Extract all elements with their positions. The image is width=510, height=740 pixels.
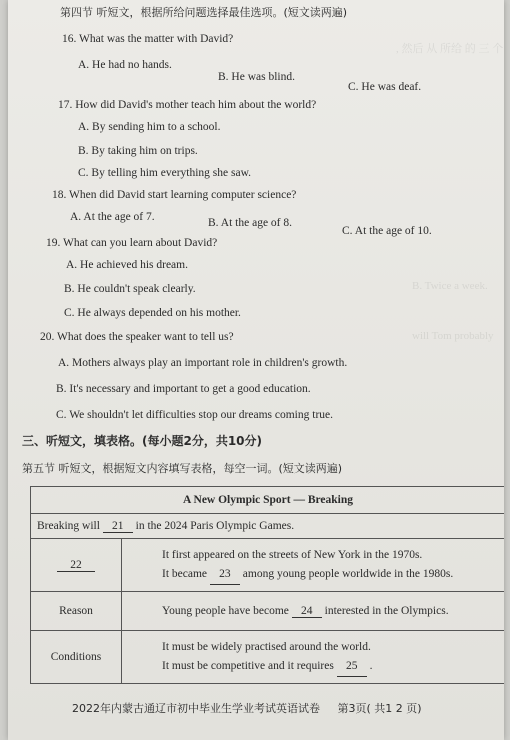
q18-option-c: C. At the age of 10. xyxy=(342,225,432,237)
row-22-line-1: It first appeared on the streets of New York in the 1970s. xyxy=(162,548,423,561)
table-row xyxy=(31,592,505,631)
row-24-text-before: Young people have become xyxy=(162,604,289,617)
q18-option-b: B. At the age of 8. xyxy=(208,217,292,229)
q17-option-c: C. By telling him everything she saw. xyxy=(78,167,252,179)
exam-page xyxy=(8,0,504,740)
table-title-row xyxy=(31,487,505,514)
page-number: 第3页( 共1 2 页) xyxy=(337,702,422,715)
table-row xyxy=(31,514,505,539)
table-row xyxy=(31,631,505,684)
question-19: 19. What can you learn about David? xyxy=(46,237,218,249)
blank-24[interactable]: 24 xyxy=(292,605,322,618)
q20-option-b: B. It's necessary and important to get a good education. xyxy=(56,383,311,395)
question-16: 16. What was the matter with David? xyxy=(62,33,234,45)
row-25-cell xyxy=(122,631,505,684)
row-25-text-before: It must be competitive and it requires xyxy=(162,659,334,672)
row-conditions-label: Conditions xyxy=(31,631,122,684)
blank-21[interactable]: 21 xyxy=(103,520,133,533)
blank-22[interactable]: 22 xyxy=(57,559,95,572)
row-25-line-1: It must be widely practised around the world. xyxy=(162,640,371,653)
q20-option-a: A. Mothers always play an important role in children's growth. xyxy=(58,357,348,369)
bleed-through-text: B. Twice a week. xyxy=(412,280,488,292)
q16-option-c: C. He was deaf. xyxy=(348,81,422,93)
q19-option-b: B. He couldn't speak clearly. xyxy=(64,283,196,295)
row-24-text-after: interested in the Olympics. xyxy=(324,604,449,617)
q17-option-b: B. By taking him on trips. xyxy=(78,145,198,157)
q20-option-c: C. We shouldn't let difficulties stop our dreams coming true. xyxy=(56,409,333,421)
q19-option-c: C. He always depended on his mother. xyxy=(64,307,241,319)
q16-option-a: A. He had no hands. xyxy=(78,59,172,71)
row-21 xyxy=(31,514,505,539)
exam-title: 2022年内蒙古通辽市初中毕业生学业考试英语试卷 xyxy=(72,702,320,715)
question-20: 20. What does the speaker want to tell us? xyxy=(40,331,234,343)
blank-25[interactable]: 25 xyxy=(337,657,367,677)
q17-option-a: A. By sending him to a school. xyxy=(78,121,221,133)
table-row xyxy=(31,539,505,592)
row-reason-label: Reason xyxy=(31,592,122,631)
row-22-right-cell xyxy=(122,539,505,592)
part-3-header: 三、听短文，填表格。(每小题2分，共10分) xyxy=(22,434,263,448)
fill-in-table xyxy=(30,486,504,684)
question-17: 17. How did David's mother teach him about the world? xyxy=(58,99,317,111)
row-25-line-2 xyxy=(162,657,499,677)
bleed-through-text: will Tom probably xyxy=(412,330,494,342)
row-21-text-before: Breaking will xyxy=(37,519,100,532)
row-23-text-after: among young people worldwide in the 1980s. xyxy=(242,567,454,580)
row-22-left-cell xyxy=(31,539,122,592)
row-25-text-after: . xyxy=(369,659,373,672)
row-22-line-2 xyxy=(162,565,499,585)
section-4-header: 第四节 听短文，根据所给问题选择最佳选项。(短文读两遍) xyxy=(60,6,348,19)
q18-option-a: A. At the age of 7. xyxy=(70,211,155,223)
section-5-header: 第五节 听短文，根据短文内容填写表格，每空一词。(短文读两遍) xyxy=(22,462,343,475)
bleed-through-text: , 然后 从 所给 的 三 个 xyxy=(396,43,504,55)
q19-option-a: A. He achieved his dream. xyxy=(66,259,188,271)
question-18: 18. When did David start learning computer science? xyxy=(52,189,297,201)
page-footer xyxy=(72,700,422,716)
row-21-text-after: in the 2024 Paris Olympic Games. xyxy=(135,519,295,532)
table-title: A New Olympic Sport — Breaking xyxy=(31,487,505,514)
q16-option-b: B. He was blind. xyxy=(218,71,295,83)
row-23-text-before: It became xyxy=(162,567,208,580)
blank-23[interactable]: 23 xyxy=(210,565,240,585)
row-24-cell xyxy=(122,592,505,631)
